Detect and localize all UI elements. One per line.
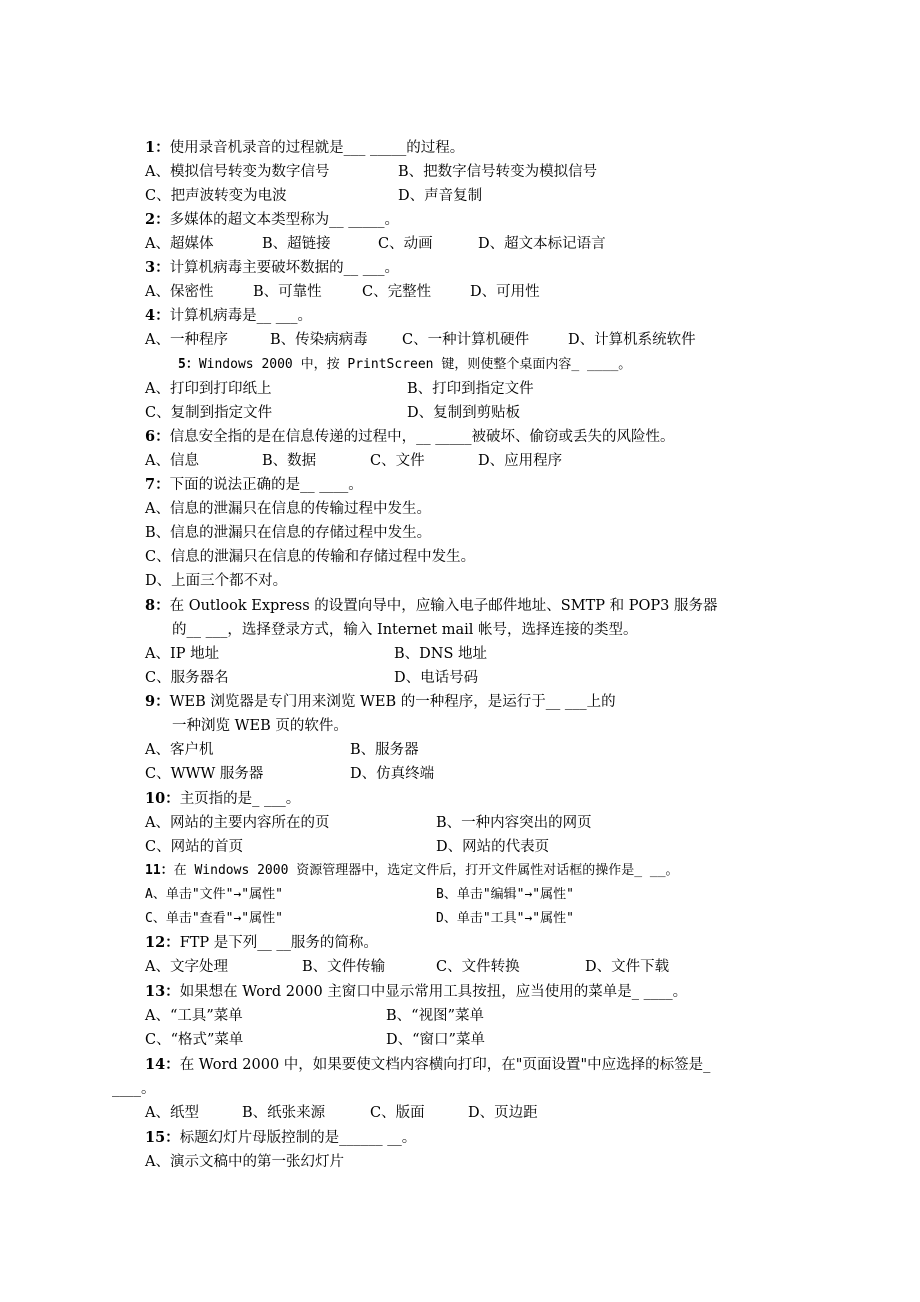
question-number: 5：: [178, 357, 199, 372]
option-d: D、网站的代表页: [436, 839, 550, 855]
question-1-stem: 1：使用录音机录音的过程就是___ _____的过程。: [145, 139, 465, 156]
option-d: D、声音复制: [398, 188, 483, 204]
option-a: A、超媒体: [145, 236, 214, 252]
question-number: 3：: [145, 259, 170, 276]
option-b: B、超链接: [262, 236, 331, 252]
question-6-stem: 6：信息安全指的是在信息传递的过程中，__ _____被破坏、偷窃或丢失的风险性。: [145, 428, 675, 445]
option-d: D、上面三个都不对。: [145, 573, 288, 589]
question-number: 4：: [145, 307, 170, 324]
option-b: B、“视图”菜单: [386, 1008, 484, 1024]
option-c: C、单击"查看"→"属性": [145, 911, 283, 926]
question-number: 6：: [145, 428, 170, 445]
option-d: D、“窗口”菜单: [386, 1032, 485, 1048]
option-d: D、页边距: [468, 1105, 538, 1121]
question-number: 2：: [145, 211, 170, 228]
question-12-stem: 12：FTP 是下列__ __服务的简称。: [145, 934, 378, 951]
option-c: C、文件转换: [436, 959, 520, 975]
option-a: A、保密性: [145, 284, 214, 300]
option-c: C、文件: [370, 453, 425, 469]
option-c: C、完整性: [362, 284, 432, 300]
question-3-stem: 3：计算机病毒主要破坏数据的__ ___。: [145, 259, 399, 276]
option-a: A、网站的主要内容所在的页: [145, 815, 330, 831]
option-c: C、动画: [378, 236, 433, 252]
option-b: B、打印到指定文件: [407, 381, 534, 397]
option-d: D、电话号码: [394, 670, 479, 686]
option-c: C、“格式”菜单: [145, 1032, 244, 1048]
option-d: D、复制到剪贴板: [407, 405, 521, 421]
option-d: D、可用性: [470, 284, 540, 300]
question-10-stem: 10：主页指的是_ ___。: [145, 790, 301, 807]
option-c: C、服务器名: [145, 670, 229, 686]
question-11-stem: 11：在 Windows 2000 资源管理器中，选定文件后，打开文件属性对话框的操作是_ __。: [145, 863, 679, 878]
question-number: 14：: [145, 1056, 180, 1073]
option-b: B、一种内容突出的网页: [436, 815, 592, 831]
option-c: C、复制到指定文件: [145, 405, 273, 421]
option-b: B、把数字信号转变为模拟信号: [398, 164, 598, 180]
question-13-stem: 13：如果想在 Word 2000 主窗口中显示常用工具按扭，应当使用的菜单是_ ____。: [145, 983, 688, 1000]
option-c: C、信息的泄漏只在信息的传输和存储过程中发生。: [145, 549, 476, 565]
option-b: B、单击"编辑"→"属性": [436, 887, 574, 902]
option-c: C、一种计算机硬件: [402, 332, 530, 348]
option-b: B、数据: [262, 453, 317, 469]
option-c: C、网站的首页: [145, 839, 244, 855]
option-a: A、客户机: [145, 742, 214, 758]
option-d: D、应用程序: [478, 453, 563, 469]
question-number: 10：: [145, 790, 180, 807]
option-d: D、文件下载: [585, 959, 670, 975]
question-5-stem: 5：Windows 2000 中，按 PrintScreen 键，则使整个桌面内容_ ____。: [178, 357, 632, 372]
option-a: A、单击"文件"→"属性": [145, 887, 283, 902]
option-c: C、把声波转变为电波: [145, 188, 287, 204]
question-number: 9：: [145, 693, 170, 710]
option-b: B、可靠性: [253, 284, 322, 300]
option-a: A、演示文稿中的第一张幻灯片: [145, 1154, 344, 1170]
option-b: B、信息的泄漏只在信息的存储过程中发生。: [145, 525, 432, 541]
option-b: B、文件传输: [302, 959, 386, 975]
option-a: A、“工具”菜单: [145, 1008, 243, 1024]
question-number: 15：: [145, 1129, 180, 1146]
option-a: A、IP 地址: [145, 646, 220, 662]
question-15-stem: 15：标题幻灯片母版控制的是______ __。: [145, 1129, 417, 1146]
question-14-stem-continued: ____。: [112, 1081, 156, 1097]
option-a: A、纸型: [145, 1105, 199, 1121]
question-number: 7：: [145, 476, 170, 493]
question-8-stem-continued: 的__ ___，选择登录方式，输入 Internet mail 帐号，选择连接的类型。: [172, 622, 638, 638]
question-7-stem: 7：下面的说法正确的是__ ____。: [145, 476, 363, 493]
option-a: A、打印到打印纸上: [145, 381, 272, 397]
question-14-stem: 14：在 Word 2000 中，如果要使文档内容横向打印，在"页面设置"中应选择的标签是_: [145, 1056, 711, 1073]
question-number: 1：: [145, 139, 170, 156]
option-d: D、计算机系统软件: [568, 332, 696, 348]
question-9-stem: 9：WEB 浏览器是专门用来浏览 WEB 的一种程序，是运行于__ ___上的: [145, 693, 616, 710]
option-a: A、信息: [145, 453, 199, 469]
question-8-stem: 8：在 Outlook Express 的设置向导中，应输入电子邮件地址、SMTP 和 POP3 服务器: [145, 597, 718, 614]
question-2-stem: 2：多媒体的超文本类型称为__ _____。: [145, 211, 399, 228]
question-4-stem: 4：计算机病毒是__ ___。: [145, 307, 312, 324]
option-c: C、WWW 服务器: [145, 766, 264, 782]
question-number: 12：: [145, 934, 180, 951]
option-a: A、模拟信号转变为数字信号: [145, 164, 330, 180]
option-d: D、单击"工具"→"属性": [436, 911, 574, 926]
option-a: A、一种程序: [145, 332, 228, 348]
option-c: C、版面: [370, 1105, 425, 1121]
option-a: A、文字处理: [145, 959, 228, 975]
question-9-stem-continued: 一种浏览 WEB 页的软件。: [172, 718, 348, 734]
question-number: 8：: [145, 597, 170, 614]
option-a: A、信息的泄漏只在信息的传输过程中发生。: [145, 501, 431, 517]
option-b: B、纸张来源: [242, 1105, 326, 1121]
question-number: 11：: [145, 863, 174, 878]
option-d: D、超文本标记语言: [478, 236, 606, 252]
option-b: B、服务器: [350, 742, 419, 758]
option-d: D、仿真终端: [350, 766, 435, 782]
option-b: B、DNS 地址: [394, 646, 488, 662]
option-b: B、传染病病毒: [270, 332, 368, 348]
question-number: 13：: [145, 983, 180, 1000]
